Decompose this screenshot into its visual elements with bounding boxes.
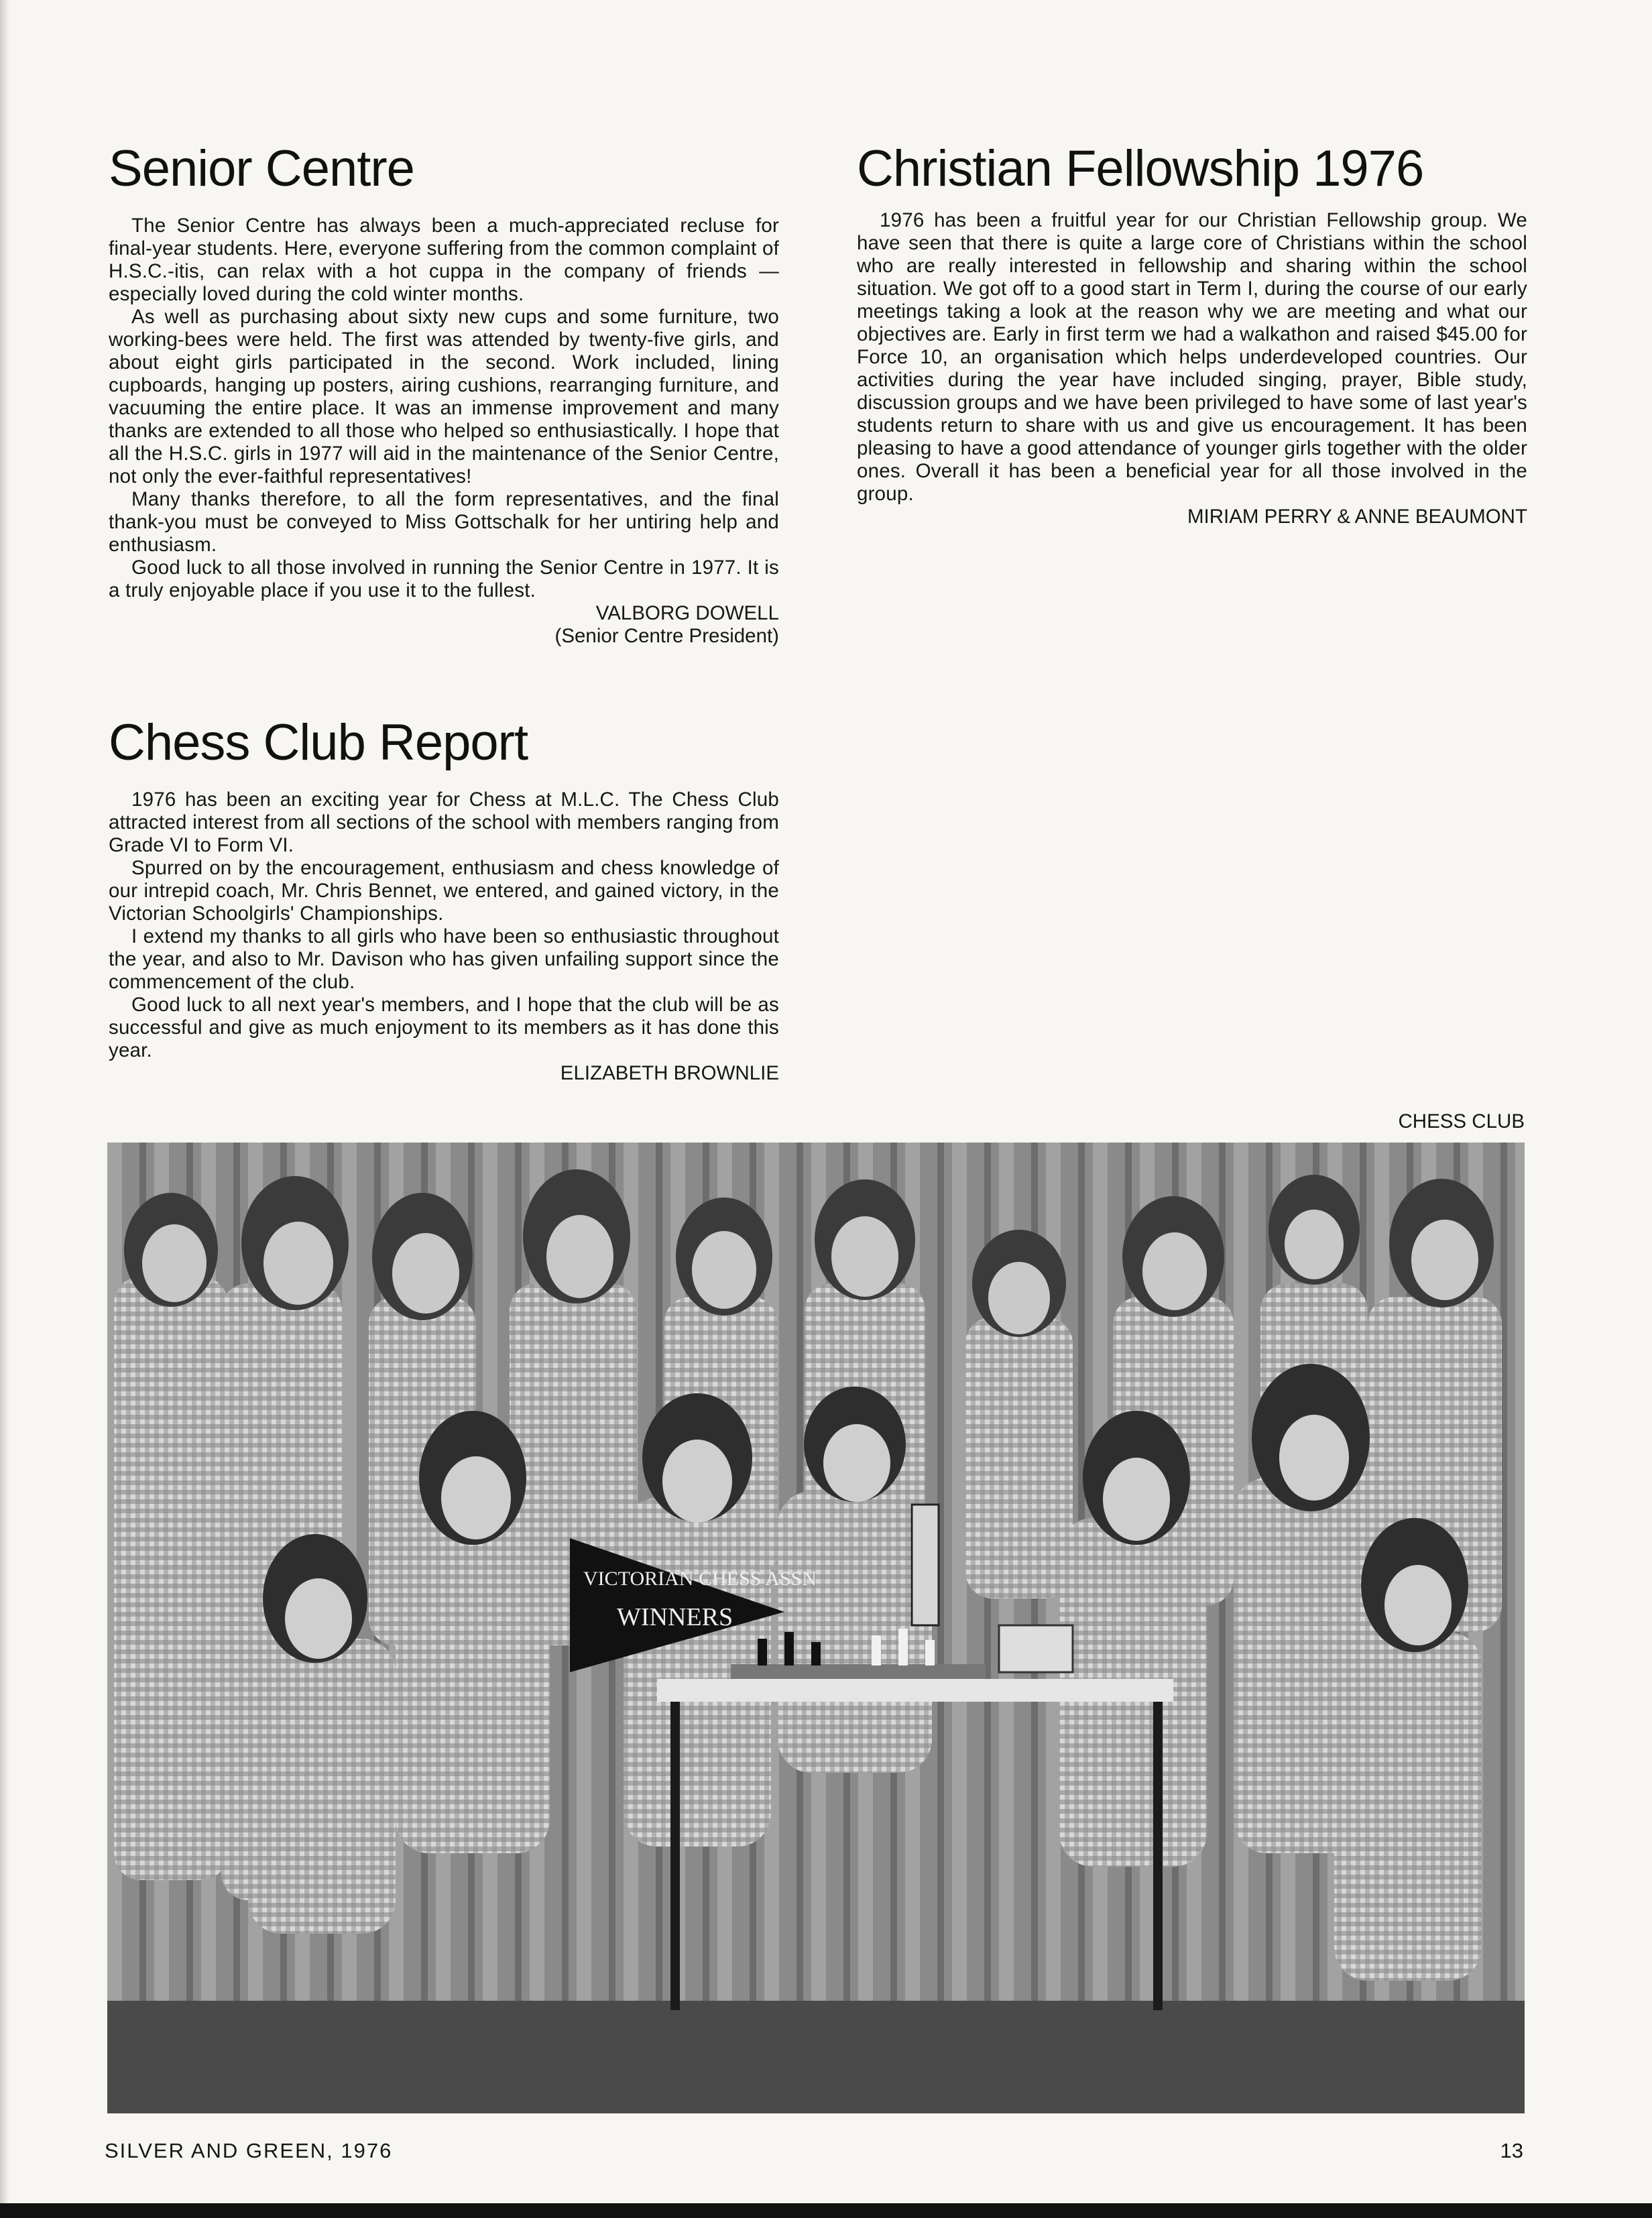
christian-fellowship-author: MIRIAM PERRY & ANNE BEAUMONT — [1187, 505, 1527, 528]
senior-centre-author: VALBORG DOWELL — [595, 601, 779, 624]
senior-centre-paragraph: As well as purchasing about sixty new cups and some furniture, two working-bees were held. The first was attended by twenty-five girls, and about eight girls participated in the second. Work included, lining cupboards, hanging up posters, airing cushions, rearranging furniture, and vacuuming the entire place. It was an immense improvement and many thanks are extended to all those who helped so enthusiastically. I hope that all the H.S.C. girls in 1977 will aid in the maintenance of the Senior Centre, not only the ever-faithful representatives! — [109, 305, 779, 487]
christian-fellowship-article — [857, 142, 1527, 528]
christian-fellowship-paragraph: 1976 has been a fruitful year for our Christian Fellowship group. We have seen that there is quite a large core of Christians within the school who are really interested in fellowship and sharing within the school situation. We got off to a good start in Term I, during the course of our early meetings taking a look at the reason why we are meeting and what our objectives are. Early in first term we had a walkathon and raised $45.00 for Force 10, an organisation which helps underdeveloped countries. Our activities during the year have included singing, prayer, Bible study, discussion groups and we have been privileged to have some of last year's students return to share with us and give us encouragement. It has been pleasing to have a good attendance of younger girls together with the older ones. Overall it has been a beneficial year for all those involved in the group. — [857, 209, 1527, 505]
chess-club-photo — [107, 1143, 1525, 2113]
senior-centre-title: Senior Centre — [109, 140, 414, 197]
senior-centre-paragraph: Many thanks therefore, to all the form representatives, and the final thank-you must be conveyed to Miss Gottschalk for her untiring help and enthusiasm. — [109, 487, 779, 556]
senior-centre-paragraph: The Senior Centre has always been a much-appreciated recluse for final-year students. Here, everyone suffering from the common complaint of H.S.C.-itis, can relax with a hot cuppa in the company of friends — especially loved during the cold winter months. — [109, 214, 779, 305]
footer-page-number: 13 — [1500, 2139, 1523, 2162]
photo-caption: CHESS CLUB — [1398, 1110, 1525, 1132]
senior-centre-paragraph: Good luck to all those involved in running the Senior Centre in 1977. It is a truly enjoyable place if you use it to the fullest. — [109, 556, 779, 601]
chess-club-paragraph: 1976 has been an exciting year for Chess at M.L.C. The Chess Club attracted interest from all sections of the school with members ranging from Grade VI to Form VI. — [109, 788, 779, 856]
senior-centre-article — [109, 142, 779, 648]
chess-club-paragraph: Spurred on by the encouragement, enthusiasm and chess knowledge of our intrepid coach, Mr. Chris Bennet, we entered, and gained victory, in the Victorian Schoolgirls' Championships. — [109, 856, 779, 925]
pennant-line-2: WINNERS — [617, 1603, 733, 1631]
footer-publication: SILVER AND GREEN, 1976 — [105, 2139, 393, 2162]
chess-club-photo-illustration — [107, 1143, 1525, 2113]
chess-club-paragraph: Good luck to all next year's members, and I hope that the club will be as successful and give as much enjoyment to its members as it has done this year. — [109, 993, 779, 1061]
senior-centre-author-role: (Senior Centre President) — [554, 624, 779, 647]
chess-club-author: ELIZABETH BROWNLIE — [560, 1061, 779, 1084]
chess-club-paragraph: I extend my thanks to all girls who have been so enthusiastic throughout the year, and also to Mr. Davison who has given unfailing support since the commencement of the club. — [109, 925, 779, 993]
chess-club-article — [109, 716, 779, 1085]
christian-fellowship-title: Christian Fellowship 1976 — [857, 140, 1424, 197]
chess-club-title: Chess Club Report — [109, 714, 528, 771]
page-binding-edge — [0, 0, 9, 2218]
pennant-line-1: VICTORIAN CHESS ASSN — [583, 1568, 817, 1590]
page-bottom-edge — [0, 2203, 1652, 2218]
